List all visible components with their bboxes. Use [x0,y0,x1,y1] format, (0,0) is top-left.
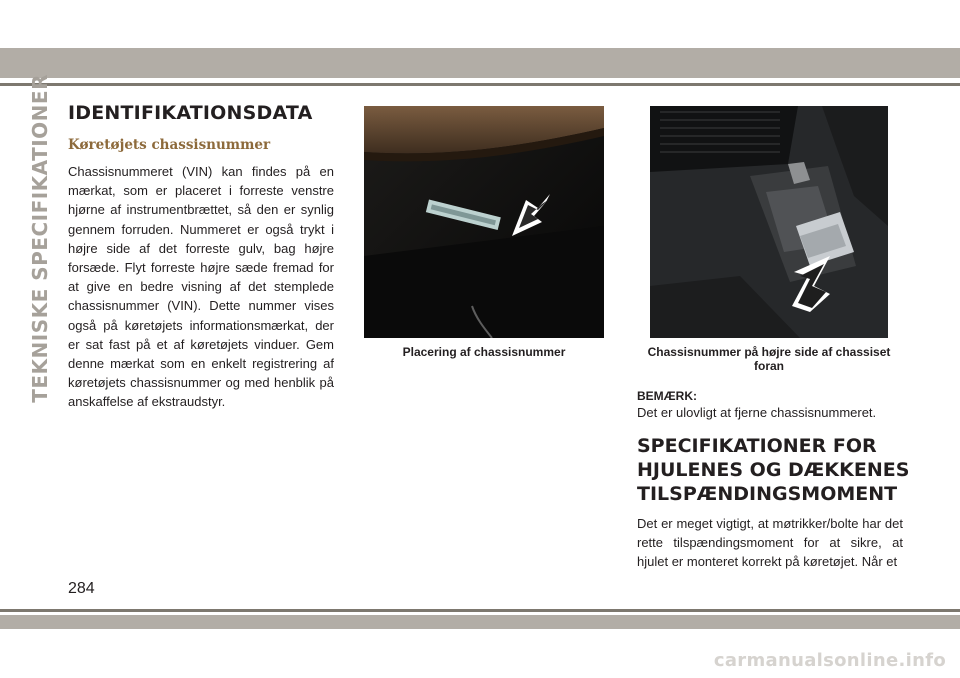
vin-body-text: Chassisnummeret (VIN) kan findes på en mærkat, som er placeret i forreste venstre hjørne af instrumentbrættet, så den er synlig gennem forruden. Nummeret er også trykt i højre side af det forreste gulv, bag højre forsæde. Flyt forreste højre sæde fremad for at give en bedre visning af det stemplede chassisnummer (VIN). Dette nummer vises også på køretøjets informationsmærkat, der er sat fast på et af køretøjets vinduer. Gem denne mærkat som en enkelt registrering af køretøjets chassisnummer og med henblik på anskaffelse af ekstraudstyr. [68,164,334,410]
watermark-text: carmanualsonline.info [713,650,946,671]
page-number: 284 [68,580,95,597]
side-tab-label: TEKNISKE SPECIFIKATIONER [28,73,52,403]
footer-band [0,615,960,629]
side-section-tab [20,73,60,403]
header-rule [0,83,960,86]
section-heading-identification: IDENTIFIKATIONSDATA [68,102,313,124]
note-label: BEMÆRK: [637,389,697,403]
subheading-vin: Køretøjets chassisnummer [68,137,271,153]
vin-floor-photo [650,106,888,338]
wheel-torque-body-text: Det er meget vigtigt, at møtrikker/bolte har det rette tilspændingsmoment for at sikre, at hjulet er monteret korrekt på køretøjet. Når et [637,516,903,570]
note-text: Det er ulovligt at fjerne chassisnummeret. [637,405,877,420]
footer-rule [0,609,960,612]
figure-caption-2: Chassisnummer på højre side af chassiset foran [647,345,891,373]
section-heading-wheel-torque: SPECIFIKATIONER FOR HJULENES OG DÆKKENES TILSPÆNDINGSMOMENT [637,435,910,505]
header-band [0,48,960,78]
vin-location-photo [364,106,604,338]
figure-caption-1: Placering af chassisnummer [402,345,566,359]
